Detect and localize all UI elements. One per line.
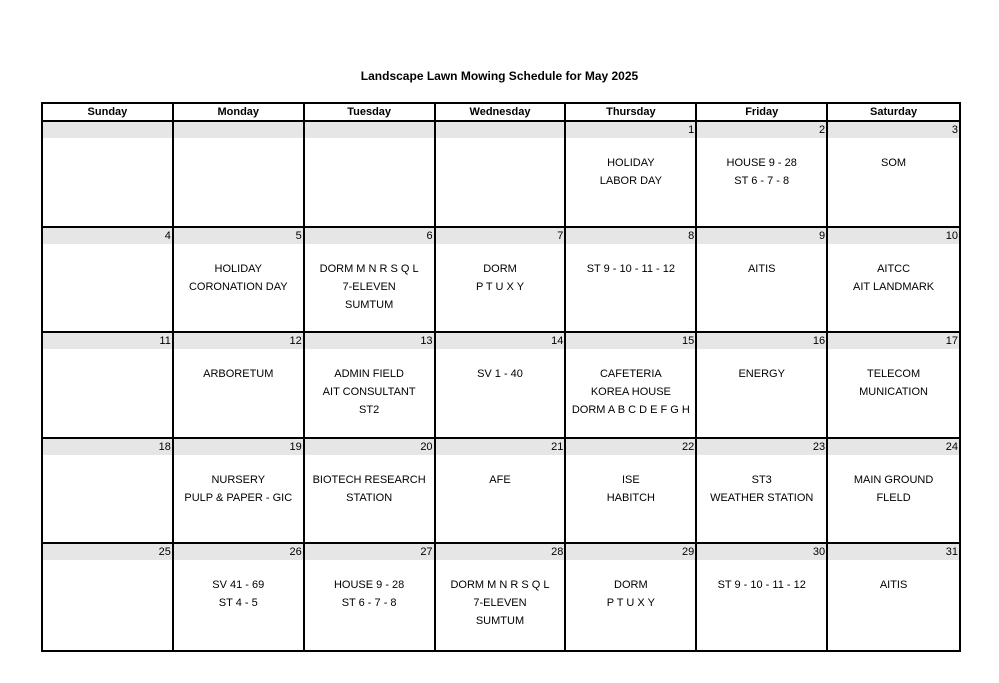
day-header-monday: Monday (174, 104, 305, 122)
day-schedule (174, 138, 303, 226)
schedule-entry: DORM (614, 579, 648, 592)
calendar-day-cell (697, 544, 828, 650)
schedule-entry: ST3 (751, 473, 772, 486)
calendar-day-cell (174, 333, 305, 439)
day-number: 29 (566, 544, 695, 560)
day-number: 18 (43, 439, 172, 455)
day-schedule (697, 244, 826, 332)
day-number: 16 (697, 333, 826, 349)
day-schedule (305, 349, 434, 437)
calendar-day-cell (566, 228, 697, 334)
day-schedule (697, 349, 826, 437)
schedule-entry: P T U X Y (475, 280, 525, 293)
schedule-entry: DORM A B C D E F G H (571, 404, 690, 417)
day-number: 26 (174, 544, 303, 560)
calendar-day-cell (305, 544, 436, 650)
day-header-tuesday: Tuesday (305, 104, 436, 122)
schedule-entry: ST 6 - 7 - 8 (734, 175, 790, 187)
schedule-entry: DORM M N R S Q L (319, 262, 419, 275)
calendar-day-cell (566, 333, 697, 439)
calendar-day-cell (697, 439, 828, 545)
day-number: 9 (697, 228, 826, 244)
day-number: 20 (305, 439, 434, 455)
day-schedule (174, 244, 303, 332)
calendar-day-cell (436, 439, 567, 545)
day-number: 7 (436, 228, 565, 244)
schedule-entry: HOLIDAY (607, 157, 655, 169)
schedule-entry: TELECOM (866, 368, 921, 381)
day-schedule (697, 138, 826, 226)
day-schedule (566, 244, 695, 332)
calendar-day-cell (566, 122, 697, 228)
day-schedule (436, 560, 565, 650)
day-number: 3 (828, 122, 959, 138)
schedule-entry: KOREA HOUSE (590, 386, 671, 399)
day-schedule (828, 138, 959, 226)
schedule-entry: AITIS (747, 262, 776, 275)
calendar-day-cell (566, 544, 697, 650)
day-number: 1 (566, 122, 695, 138)
schedule-entry: CAFETERIA (599, 368, 662, 381)
schedule-entry: HOLIDAY (214, 262, 263, 275)
day-number: 23 (697, 439, 826, 455)
day-schedule (828, 244, 959, 332)
schedule-entry: FLELD (876, 491, 911, 504)
calendar-day-cell (436, 544, 567, 650)
schedule-entry: 7-ELEVEN (473, 597, 527, 610)
calendar-day-cell (43, 439, 174, 545)
day-header-wednesday: Wednesday (436, 104, 567, 122)
day-schedule (828, 349, 959, 437)
schedule-entry: ST 9 - 10 - 11 - 12 (717, 579, 806, 592)
schedule-entry: STATION (346, 491, 393, 504)
day-number: 5 (174, 228, 303, 244)
schedule-entry: 7-ELEVEN (342, 280, 396, 293)
calendar-day-cell (697, 228, 828, 334)
day-header-thursday: Thursday (566, 104, 697, 122)
day-number: 8 (566, 228, 695, 244)
day-schedule (305, 244, 434, 332)
day-schedule (697, 560, 826, 650)
day-schedule (43, 455, 172, 543)
calendar-day-cell (43, 544, 174, 650)
day-schedule (305, 455, 434, 543)
day-schedule (436, 349, 565, 437)
day-number: 12 (174, 333, 303, 349)
day-number: 22 (566, 439, 695, 455)
day-schedule (566, 138, 695, 226)
schedule-entry: CORONATION DAY (188, 280, 288, 293)
calendar-day-cell (43, 122, 174, 228)
day-schedule (436, 138, 565, 226)
calendar-day-cell (828, 333, 959, 439)
schedule-entry: AITCC (877, 262, 911, 275)
schedule-entry: ST 4 - 5 (218, 597, 258, 610)
calendar-day-cell (174, 228, 305, 334)
calendar-day-cell (43, 228, 174, 334)
schedule-entry: MUNICATION (859, 386, 928, 399)
schedule-entry: ARBORETUM (203, 368, 274, 381)
day-schedule (566, 455, 695, 543)
schedule-entry: AIT CONSULTANT (322, 386, 416, 399)
calendar-day-cell (174, 439, 305, 545)
calendar-day-cell (436, 122, 567, 228)
calendar-day-cell (828, 439, 959, 545)
day-number: 28 (436, 544, 565, 560)
day-number: 27 (305, 544, 434, 560)
calendar-day-cell (174, 544, 305, 650)
schedule-entry: SOM (881, 157, 907, 169)
day-header-saturday: Saturday (828, 104, 959, 122)
day-schedule (828, 560, 959, 650)
day-schedule (566, 560, 695, 650)
calendar-day-cell (697, 122, 828, 228)
schedule-entry: NURSERY (211, 473, 266, 486)
schedule-entry: DORM (483, 262, 517, 275)
day-schedule (697, 455, 826, 543)
schedule-entry: ST2 (359, 404, 380, 417)
day-header-friday: Friday (697, 104, 828, 122)
schedule-entry: LABOR DAY (599, 175, 662, 187)
calendar-day-cell (305, 122, 436, 228)
calendar-day-cell (305, 228, 436, 334)
calendar-grid (41, 102, 961, 652)
calendar-day-cell (305, 439, 436, 545)
day-number: 24 (828, 439, 959, 455)
day-header-sunday: Sunday (43, 104, 174, 122)
schedule-entry: PULP & PAPER - GIC (184, 491, 293, 504)
day-number: 11 (43, 333, 172, 349)
schedule-entry: AITIS (879, 579, 908, 592)
schedule-entry: BIOTECH RESEARCH (312, 473, 426, 486)
day-number: 19 (174, 439, 303, 455)
day-number (43, 122, 172, 138)
day-schedule (828, 455, 959, 543)
day-number (305, 122, 434, 138)
schedule-entry: ST 9 - 10 - 11 - 12 (586, 262, 675, 275)
calendar-day-cell (828, 122, 959, 228)
day-schedule (174, 560, 303, 650)
day-schedule (43, 244, 172, 332)
calendar-day-cell (305, 333, 436, 439)
day-schedule (174, 455, 303, 543)
day-number: 30 (697, 544, 826, 560)
schedule-entry: SV 1 - 40 (477, 368, 523, 381)
day-number: 6 (305, 228, 434, 244)
schedule-entry: SUMTUM (344, 298, 394, 311)
schedule-entry: HOUSE 9 - 28 (333, 579, 405, 592)
schedule-entry: P T U X Y (606, 597, 655, 610)
schedule-entry: ISE (621, 473, 640, 486)
day-schedule (174, 349, 303, 437)
day-schedule (43, 138, 172, 226)
day-number (174, 122, 303, 138)
schedule-entry: ADMIN FIELD (334, 368, 404, 381)
day-number: 31 (828, 544, 959, 560)
day-number: 10 (828, 228, 959, 244)
schedule-entry: AFE (489, 473, 511, 486)
day-schedule (436, 455, 565, 543)
day-number: 2 (697, 122, 826, 138)
schedule-entry: ENERGY (738, 368, 785, 381)
calendar-day-cell (697, 333, 828, 439)
calendar-day-cell (174, 122, 305, 228)
day-number: 4 (43, 228, 172, 244)
day-number: 15 (566, 333, 695, 349)
schedule-entry: HABITCH (606, 491, 655, 504)
day-number: 13 (305, 333, 434, 349)
schedule-entry: AIT LANDMARK (853, 280, 935, 293)
day-schedule (305, 560, 434, 650)
schedule-entry: HOUSE 9 - 28 (726, 157, 797, 169)
schedule-entry: ST 6 - 7 - 8 (341, 597, 397, 610)
calendar-day-cell (566, 439, 697, 545)
calendar-day-cell (436, 333, 567, 439)
day-schedule (43, 560, 172, 650)
schedule-entry: SUMTUM (475, 615, 525, 628)
schedule-entry: DORM M N R S Q L (450, 579, 550, 592)
calendar-day-cell (43, 333, 174, 439)
day-number (436, 122, 565, 138)
day-number: 21 (436, 439, 565, 455)
schedule-title: Landscape Lawn Mowing Schedule for May 2025 (360, 69, 639, 83)
day-number: 17 (828, 333, 959, 349)
schedule-entry: WEATHER STATION (710, 491, 814, 504)
day-schedule (305, 138, 434, 226)
day-schedule (436, 244, 565, 332)
day-number: 25 (43, 544, 172, 560)
day-schedule (566, 349, 695, 437)
day-number: 14 (436, 333, 565, 349)
day-schedule (43, 349, 172, 437)
schedule-entry: SV 41 - 69 (212, 579, 265, 592)
calendar-day-cell (828, 544, 959, 650)
calendar-day-cell (828, 228, 959, 334)
calendar-day-cell (436, 228, 567, 334)
schedule-entry: MAIN GROUND (853, 473, 934, 486)
